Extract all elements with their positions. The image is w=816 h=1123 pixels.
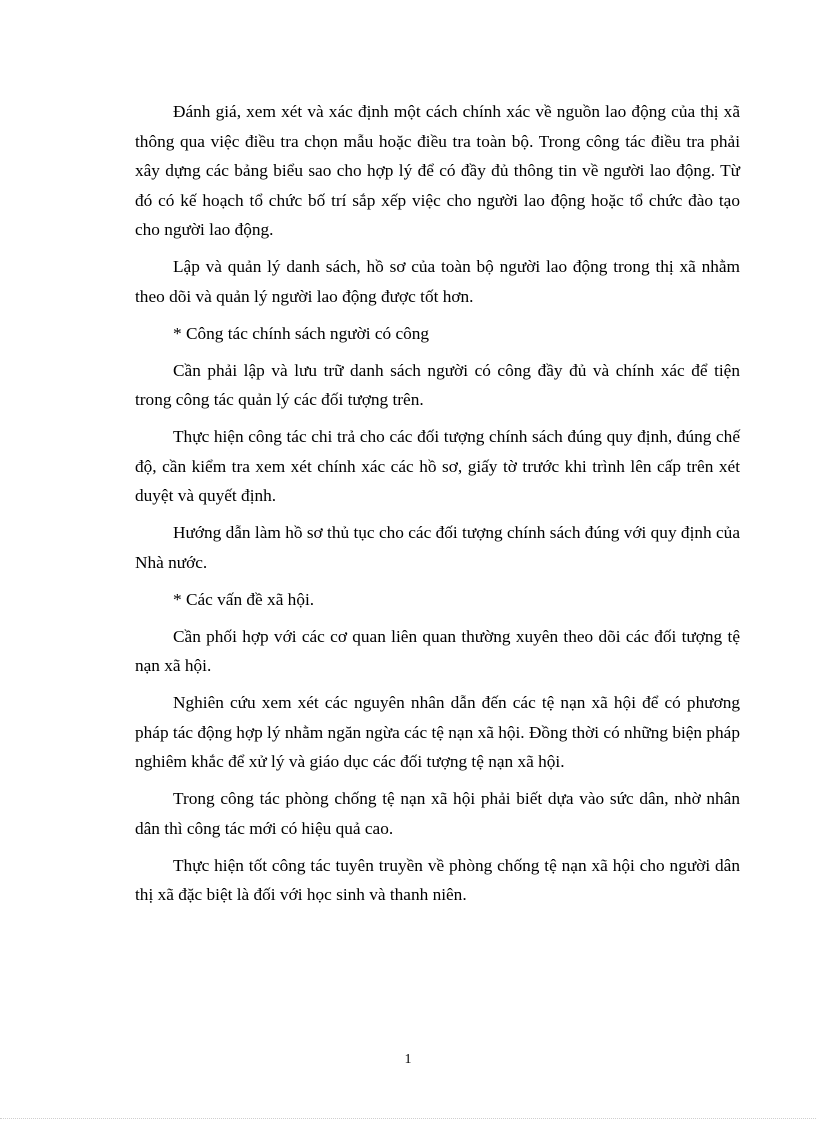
page-bottom-divider — [0, 1118, 816, 1119]
document-body — [135, 97, 740, 917]
paragraph-meritorious-list: Cần phải lập và lưu trữ danh sách người có công đầy đủ và chính xác để tiện trong công tác quản lý các đối tượng trên. — [135, 360, 740, 409]
paragraph-labor-records: Lập và quản lý danh sách, hồ sơ của toàn bộ người lao động trong thị xã nhằm theo dõi và quản lý người lao động được tốt hơn. — [135, 257, 740, 306]
section-heading-meritorious-people: * Công tác chính sách người có công — [173, 323, 430, 343]
paragraph-propaganda: Thực hiện tốt công tác tuyên truyền về phòng chống tệ nạn xã hội cho người dân thị xã đặc biệt là đối với học sinh và thanh niên. — [135, 855, 740, 904]
paragraph-public-reliance: Trong công tác phòng chống tệ nạn xã hội phải biết dựa vào sức dân, nhờ nhân dân thì công tác mới có hiệu quả cao. — [135, 789, 740, 838]
paragraph-dossier-guidance: Hướng dẫn làm hồ sơ thủ tục cho các đối tượng chính sách đúng với quy định của Nhà nước. — [135, 523, 740, 572]
paragraph-causes-research: Nghiên cứu xem xét các nguyên nhân dẫn đến các tệ nạn xã hội để có phương pháp tác động hợp lý nhằm ngăn ngừa các tệ nạn xã hội. Đồng thời có những biện pháp nghiêm khắc để xử lý và giáo dục các đối tượng tệ nạn xã hội. — [135, 693, 740, 771]
section-heading-social-issues: * Các vấn đề xã hội. — [173, 589, 315, 609]
paragraph-payment-policy: Thực hiện công tác chi trả cho các đối tượng chính sách đúng quy định, đúng chế độ, cần kiểm tra xem xét chính xác các hồ sơ, giấy tờ trước khi trình lên cấp trên xét duyệt và quyết định. — [135, 427, 740, 505]
paragraph-coordination: Cần phối hợp với các cơ quan liên quan thường xuyên theo dõi các đối tượng tệ nạn xã hội. — [135, 626, 740, 675]
paragraph-labor-assessment: Đánh giá, xem xét và xác định một cách chính xác về nguồn lao động của thị xã thông qua việc điều tra chọn mẫu hoặc điều tra toàn bộ. Trong công tác điều tra phải xây dựng các bảng biểu sao cho hợp lý để có đầy đủ thông tin về người lao động. Từ đó có kế hoạch tổ chức bố trí sắp xếp việc cho người lao động hoặc tổ chức đào tạo cho người lao động. — [135, 102, 740, 239]
page-number: 1 — [404, 1052, 412, 1067]
